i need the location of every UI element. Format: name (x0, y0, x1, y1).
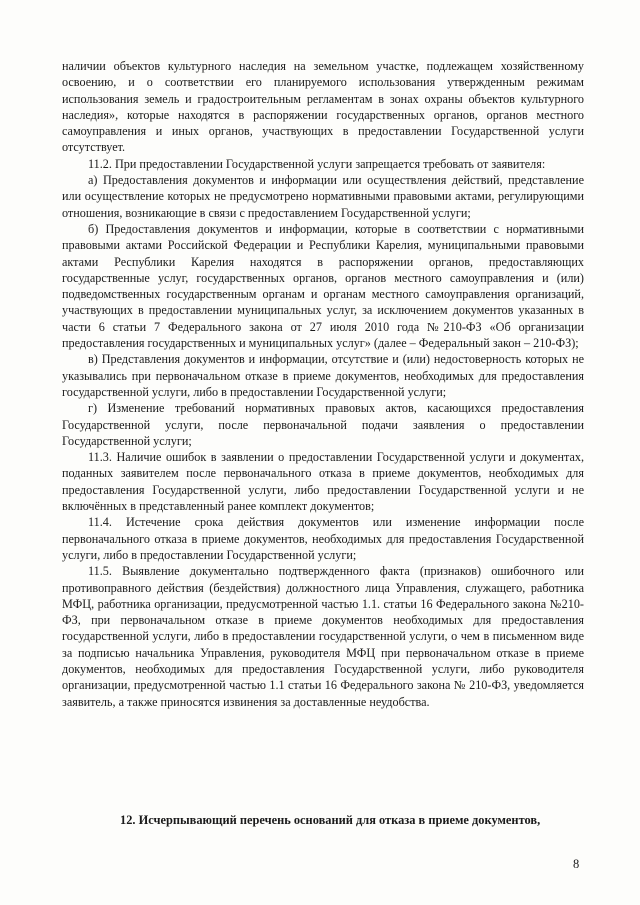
page-number: 8 (573, 857, 580, 871)
paragraph-continuation: наличии объектов культурного наследия на земельном участке, подлежащем хозяйственному освоению, и о соответствии его планируемого использования утвержденным режимам использования земель и градостроительным регламентам в зонах охраны объектов культурного наследия», которые находятся в распоряжении государственных органов, органов местного самоуправления и иных органов, участвующих в предоставлении Государственной услуги отсутствует. (62, 59, 584, 155)
document-body (62, 58, 584, 710)
paragraph-11-3: 11.3. Наличие ошибок в заявлении о предоставлении Государственной услуги и документах, поданных заявителем после первоначального отказа в приеме документов, необходимых для предоставления Государственной услуги, либо предоставлении Государственной услуги и не включённых в представленный ранее комплект документов; (62, 450, 584, 514)
paragraph-11-2: 11.2. При предоставлении Государственной услуги запрещается требовать от заявителя: (88, 156, 546, 171)
paragraph-item-a: а) Предоставления документов и информации или осуществления действий, представление или осуществление которых не предусмотрено нормативными правовыми актами, регулирующими отношения, возникающие в связи с предоставлением Государственной услуги; (62, 173, 584, 220)
paragraph-item-v: в) Представления документов и информации, отсутствие и (или) недостоверность которых не указывались при первоначальном отказе в приеме документов, необходимых для предоставления государственной услуги, либо в предоставлении Государственной услуги; (62, 352, 584, 399)
paragraph-11-5: 11.5. Выявление документально подтвержденного факта (признаков) ошибочного или противоправного действия (бездействия) должностного лица Управления, служащего, работника МФЦ, работника организации, предусмотренной частью 1.1. статьи 16 Федерального закона №210-ФЗ, при первоначальном отказе в приеме документов необходимых для предоставления государственной услуги, либо в предоставлении государственной услуги, о чем в письменном виде за подписью начальника Управления, руководителя МФЦ при первоначальном отказе в приеме документов, необходимых для предоставления Государственной услуги, либо руководителя организации, предусмотренной частью 1.1 статьи 16 Федерального закона № 210-ФЗ, уведомляется заявитель, а также приносятся извинения за доставленные неудобства. (62, 564, 584, 709)
section-heading: 12. Исчерпывающий перечень оснований для отказа в приеме документов, (120, 813, 541, 827)
paragraph-item-g: г) Изменение требований нормативных правовых актов, касающихся предоставления Государственной услуги, после первоначальной подачи заявления о предоставлении Государственной услуги; (62, 401, 584, 448)
paragraph-item-b: б) Предоставления документов и информации, которые в соответствии с нормативными правовыми актами Российской Федерации и Республики Карелия, муниципальными правовыми актами Республики Карелия находятся в распоряжении органов, предоставляющих государственные услуг, государственных органов, органов местного самоуправления и (или) подведомственных государственным органам и органам местного самоуправления организаций, участвующих в предоставлении муниципальных услуг, за исключением документов указанных в части 6 статьи 7 Федерального закона от 27 июля 2010 года №210-ФЗ «Об организации предоставления государственных и муниципальных услуг» (далее – Федеральный закон – 210-ФЗ); (62, 221, 584, 351)
paragraph-11-4: 11.4. Истечение срока действия документов или изменение информации после первоначального отказа в приеме документов, необходимых для предоставления Государственной услуги, либо в предоставлении Государственной услуги; (62, 515, 584, 562)
